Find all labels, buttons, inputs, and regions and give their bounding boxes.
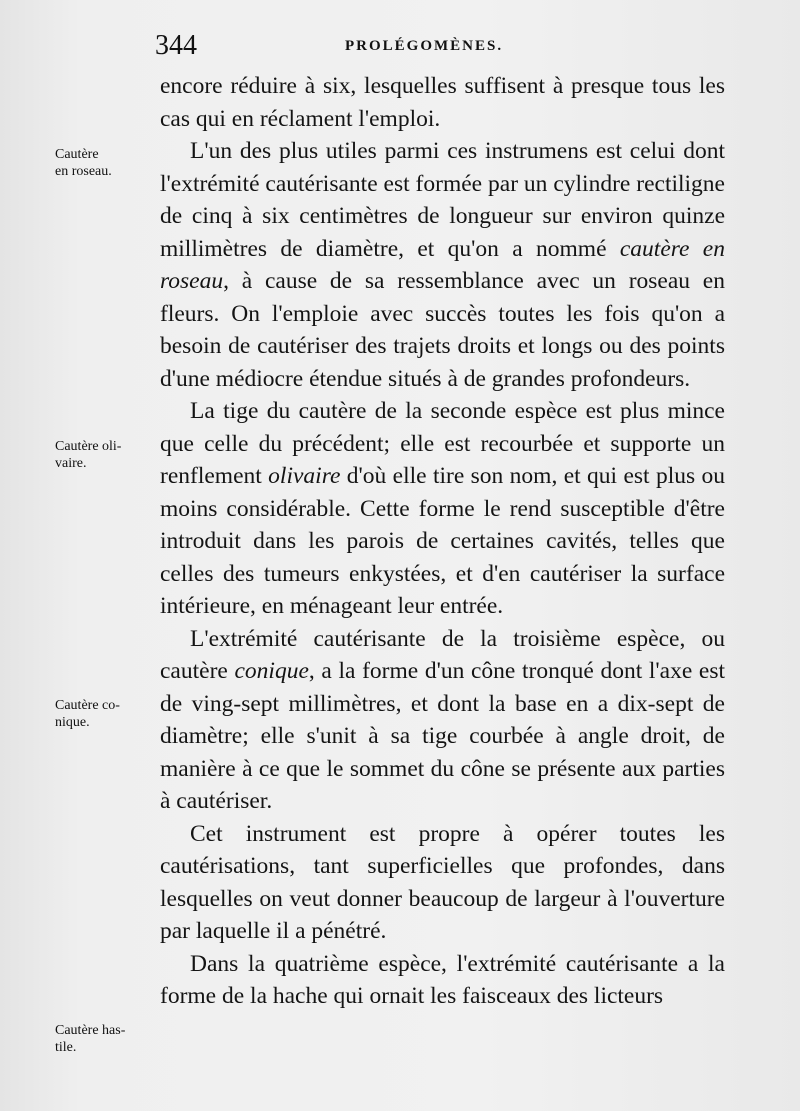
margin-note-line: Cautère (55, 147, 99, 162)
margin-note-line: en roseau. (55, 164, 112, 179)
margin-note-line: vaire. (55, 456, 87, 471)
margin-note-olivaire (55, 438, 155, 472)
page-header (155, 30, 725, 66)
margin-note-line: nique. (55, 715, 90, 730)
margin-note-line: Cautère co- (55, 698, 120, 713)
body-text (160, 70, 725, 1013)
paragraph: Cet instrument est propre à opérer toutes les cautérisations, tant superficielles que profondes, dans lesquelles on veut donner beaucoup de largeur à l'ouverture par laquelle il a pénétré. (160, 820, 725, 944)
margin-note-line: Cautère has- (55, 1023, 126, 1038)
paragraph: L'extrémité cautérisante de la troisième espèce, ou cautère conique, a la forme d'un cône tronqué dont l'axe est de ving-sept millimètres, et dont la base en a dix-sept de diamètre; elle s'unit à sa tige courbée à angle droit, de manière à ce que le sommet du cône se présente aux parties à cautériser. (160, 625, 726, 814)
paragraph: encore réduire à six, lesquelles suffisent à presque tous les cas qui en réclament l'emploi. (160, 73, 725, 132)
italic-term: olivaire (268, 463, 341, 489)
paragraph: L'un des plus utiles parmi ces instrumens est celui dont l'extrémité cautérisante est formée par un cylindre rectiligne de cinq à six centimètres de longueur sur environ quinze millimètres de diamètre, et qu'on a nommé cautère en roseau, à cause de sa ressemblance avec un roseau en fleurs. On l'emploie avec succès toutes les fois qu'on a besoin de cautériser des trajets droits et longs ou des points d'une médiocre étendue situés à de grandes profondeurs. (160, 138, 725, 392)
paragraph: Dans la quatrième espèce, l'extrémité cautérisante a la forme de la hache qui ornait les faisceaux des licteurs (160, 950, 725, 1009)
margin-note-hastile (55, 1022, 155, 1056)
margin-note-conique (55, 697, 155, 731)
italic-term: cautère en roseau (160, 235, 725, 294)
italic-term: conique (234, 658, 309, 684)
paragraph: La tige du cautère de la seconde espèce est plus mince que celle du précédent; elle est recourbée et supporte un renflement olivaire d'où elle tire son nom, et qui est plus ou moins considérable. Cette forme le rend susceptible d'être introduit dans les parois de certaines cavités, telles que celles des tumeurs enkystées, et d'en cautériser la surface intérieure, en ménageant leur entrée. (160, 398, 725, 619)
margin-note-line: Cautère oli- (55, 439, 122, 454)
margin-note-line: tile. (55, 1040, 77, 1055)
page-number: 344 (155, 30, 197, 61)
running-title: PROLÉGOMÈNES. (345, 38, 504, 54)
margin-note-roseau (55, 146, 155, 180)
